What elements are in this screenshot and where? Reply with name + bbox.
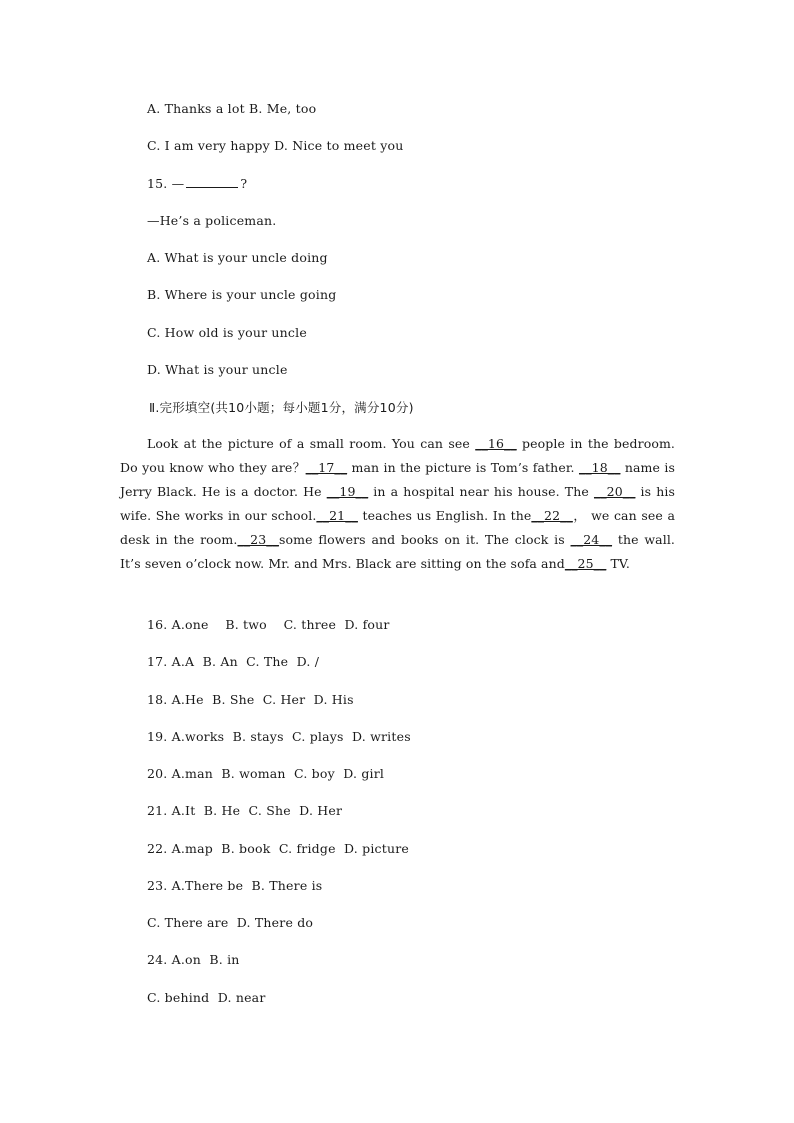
question-19: 19. A.works B. stays C. plays D. writes [147,729,411,744]
blank-22: __22__ [531,508,573,523]
q15-option-c: C. How old is your uncle [147,325,307,340]
blank-25: __25__ [564,556,607,571]
blank-24: __24__ [570,532,613,547]
passage-text: teaches us English. In the [357,508,532,523]
blank-16: __16__ [475,436,517,451]
question-23-line-2: C. There are D. There do [147,915,314,930]
blank-17: __17__ [305,460,348,475]
q15-option-a: A. What is your uncle doing [147,250,328,265]
q14-options-line-2: C. I am very happy D. Nice to meet you [147,138,404,153]
passage-text: some flowers and books on it. The clock is [278,532,571,547]
q15-number: 15. — [147,176,185,191]
passage-text: ， we can see a desk in the room. [120,508,675,547]
q15-option-b: B. Where is your uncle going [147,287,337,302]
question-24-line-2: C. behind D. near [147,990,266,1005]
passage-text: man in the picture is Tom’s father. [347,460,579,475]
blank-18: __18__ [578,460,621,475]
question-20: 20. A.man B. woman C. boy D. girl [147,766,385,781]
section-heading: Ⅱ.完形填空(共10小题；每小题1分，满分10分) [149,400,414,415]
passage-text: in a hospital near his house. The [368,484,594,499]
question-24-line-1: 24. A.on B. in [147,952,240,967]
q15-response: —He’s a policeman. [147,213,277,228]
blank-19: __19__ [326,484,369,499]
question-17: 17. A.A B. An C. The D. / [147,654,320,669]
passage-text: the wall. It’s seven o’clock now. Mr. and Mrs. Black are sitting on the sofa and [120,532,675,571]
passage-text: is his wife. She works in our school. [120,484,675,523]
question-21: 21. A.It B. He C. She D. Her [147,803,343,818]
q15-option-d: D. What is your uncle [147,362,288,377]
passage-text: Look at the picture of a small room. You can see [147,436,476,451]
blank-21: __21__ [316,508,358,523]
q14-options-line-1: A. Thanks a lot B. Me, too [147,101,317,116]
question-16: 16. A.one B. two C. three D. four [147,617,390,632]
q15-question-mark: ? [240,176,248,191]
question-23-line-1: 23. A.There be B. There is [147,878,323,893]
question-18: 18. A.He B. She C. Her D. His [147,692,354,707]
q15-prompt [147,175,247,191]
q15-answer-blank [186,175,238,188]
passage-text: people in the bedroom. Do you know who they are？ [120,436,675,475]
cloze-passage [120,432,675,576]
passage-text: name is Jerry Black. He is a doctor. He [120,460,675,499]
blank-20: __20__ [593,484,636,499]
passage-text: TV. [606,556,630,571]
question-22: 22. A.map B. book C. fridge D. picture [147,841,409,856]
blank-23: __23__ [237,532,279,547]
